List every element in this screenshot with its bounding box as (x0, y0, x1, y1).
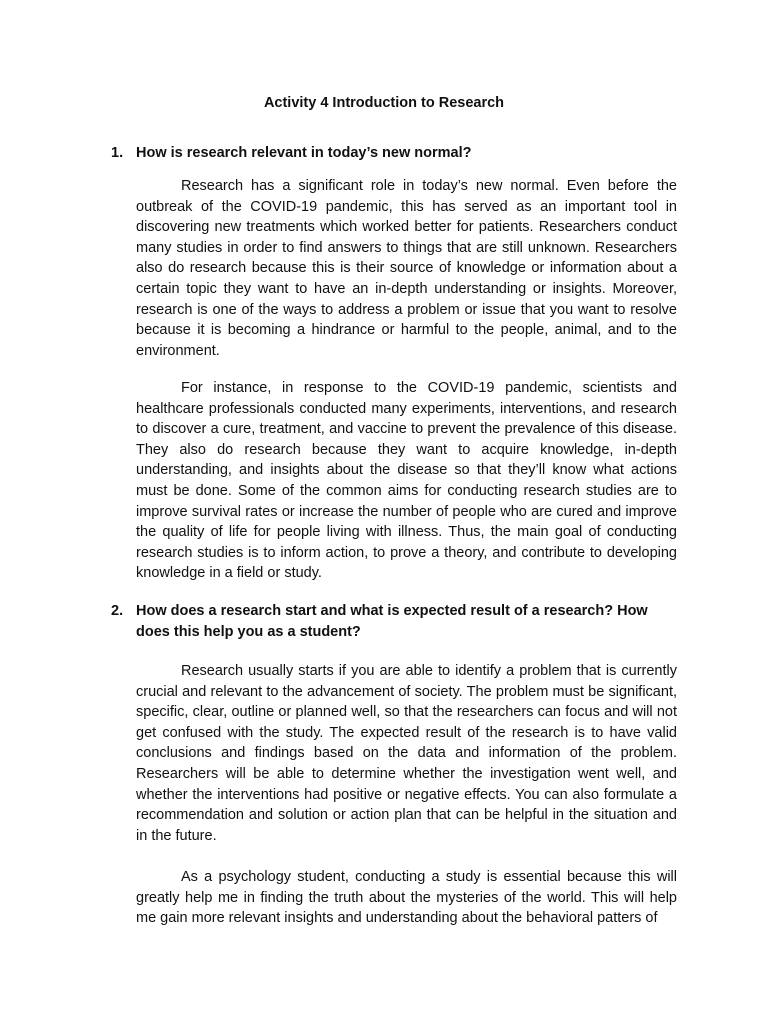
paragraph: Research usually starts if you are able to identify a problem that is currently crucial and relevant to the advancement of society. The problem must be significant, specific, clear, outline or planned well, so that the researchers can focus and will not get confused with the study. The expected result of the research is to have valid conclusions and findings based on the data and information of the problem. Researchers will be able to determine whether the investigation went well, and whether the interventions had positive or negative effects. You can also formulate a recommendation and solution or action plan that can be helpful in the situation and in the future. (136, 663, 677, 844)
question-text: How does a research start and what is expected result of a research? How does this help you as a student? (136, 603, 648, 640)
question-number: 2. (111, 603, 124, 619)
question-number: 1. (111, 145, 124, 161)
paragraph: For instance, in response to the COVID-19 pandemic, scientists and healthcare professionals conducted many experiments, interventions, and research to discover a cure, treatment, and vaccine to prevent the prevalence of this disease. They also do research because they want to acquire knowledge, in-depth understanding, and insights about the disease so that they’ll know what actions must be done. Some of the common aims for conducting research studies are to improve survival rates or increase the number of people who are cured and improve the quality of life for people living with illness. Thus, the main goal of conducting research studies is to inform action, to prove a theory, and contribute to developing knowledge in a field or study. (136, 380, 677, 582)
question-1 (111, 143, 679, 164)
page-title: Activity 4 Introduction to Research (263, 95, 505, 111)
paragraph: Research has a significant role in today’s new normal. Even before the outbreak of the COVID-19 pandemic, this has served as an important tool in discovering new treatments which worked better for patients. Researchers conduct many studies in order to find answers to things that are still unknown. Researchers also do research because this is their source of knowledge or information about a certain topic they want to have an in-depth understanding or insights. Moreover, research is one of the ways to address a problem or issue that you want to resolve because it is becoming a hindrance or harmful to the people, animal, and to the environment. (136, 178, 677, 359)
paragraph: As a psychology student, conducting a study is essential because this will greatly help me in finding the truth about the mysteries of the world. This will help me gain more relevant insights and understanding about the behavioral patters of (136, 869, 677, 927)
question-text: How is research relevant in today’s new normal? (136, 145, 472, 161)
question-2 (111, 601, 679, 642)
